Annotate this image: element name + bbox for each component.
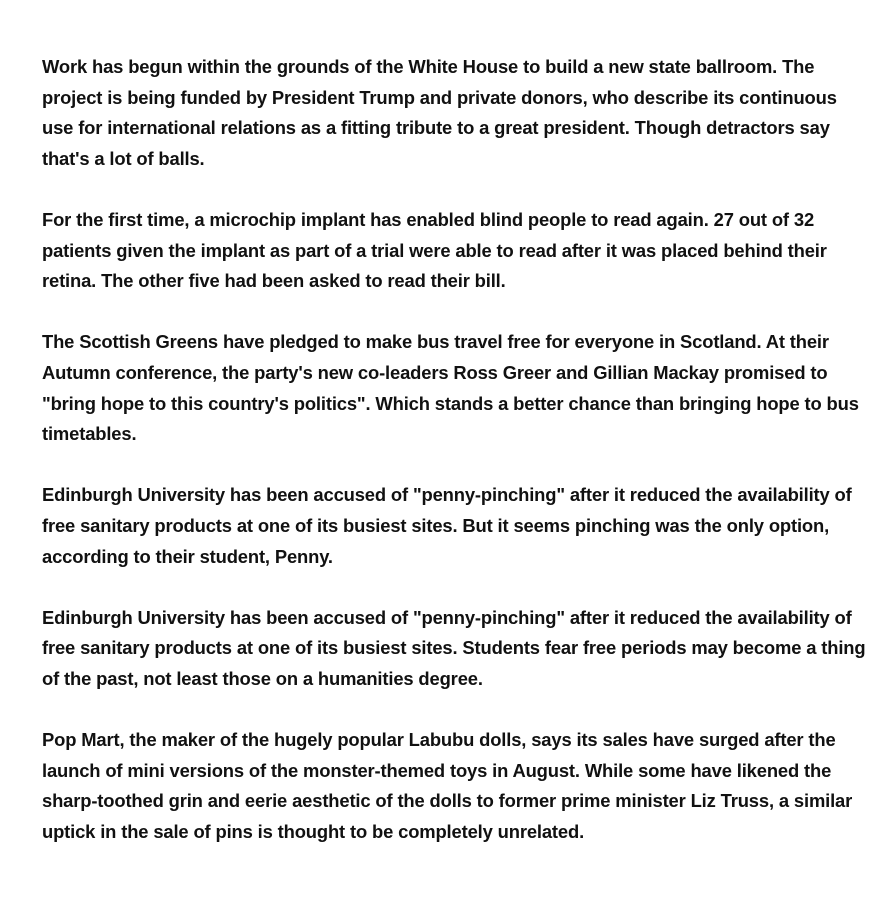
paragraph-scottish-greens: The Scottish Greens have pledged to make bus travel free for everyone in Scotland. At their Autumn conference, the party's new co-leaders Ross Greer and Gillian Mackay promised to "bring hope to this country's politics". Which stands a better chance than bringing hope to bus timetables. xyxy=(42,331,859,445)
paragraph-pop-mart: Pop Mart, the maker of the hugely popular Labubu dolls, says its sales have surged after the launch of mini versions of the monster-themed toys in August. While some have likened the sharp-toothed grin and eerie aesthetic of the dolls to former prime minister Liz Truss, a similar uptick in the sale of pins is thought to be completely unrelated. xyxy=(42,729,853,842)
paragraph-penny-pinching-2: Edinburgh University has been accused of "penny-pinching" after it reduced the availability of free sanitary products at one of its busiest sites. Students fear free periods may become a thing of the past, not least those on a humanities degree. xyxy=(42,606,866,689)
paragraph-penny-pinching-1: Edinburgh University has been accused of "penny-pinching" after it reduced the availability of free sanitary products at one of its busiest sites. But it seems pinching was the only option, according to their student, Penny. xyxy=(42,484,852,567)
paragraph-ballroom: Work has begun within the grounds of the White House to build a new state ballroom. The project is being funded by President Trump and private donors, who describe its continuous use for international relations as a fitting tribute to a great president. Though detractors say that's a lot of balls. xyxy=(42,56,837,169)
paragraph-microchip: For the first time, a microchip implant has enabled blind people to read again. 27 out of 32 patients given the implant as part of a trial were able to read after it was placed behind their retina. The other five had been asked to read their bill. xyxy=(42,208,827,292)
